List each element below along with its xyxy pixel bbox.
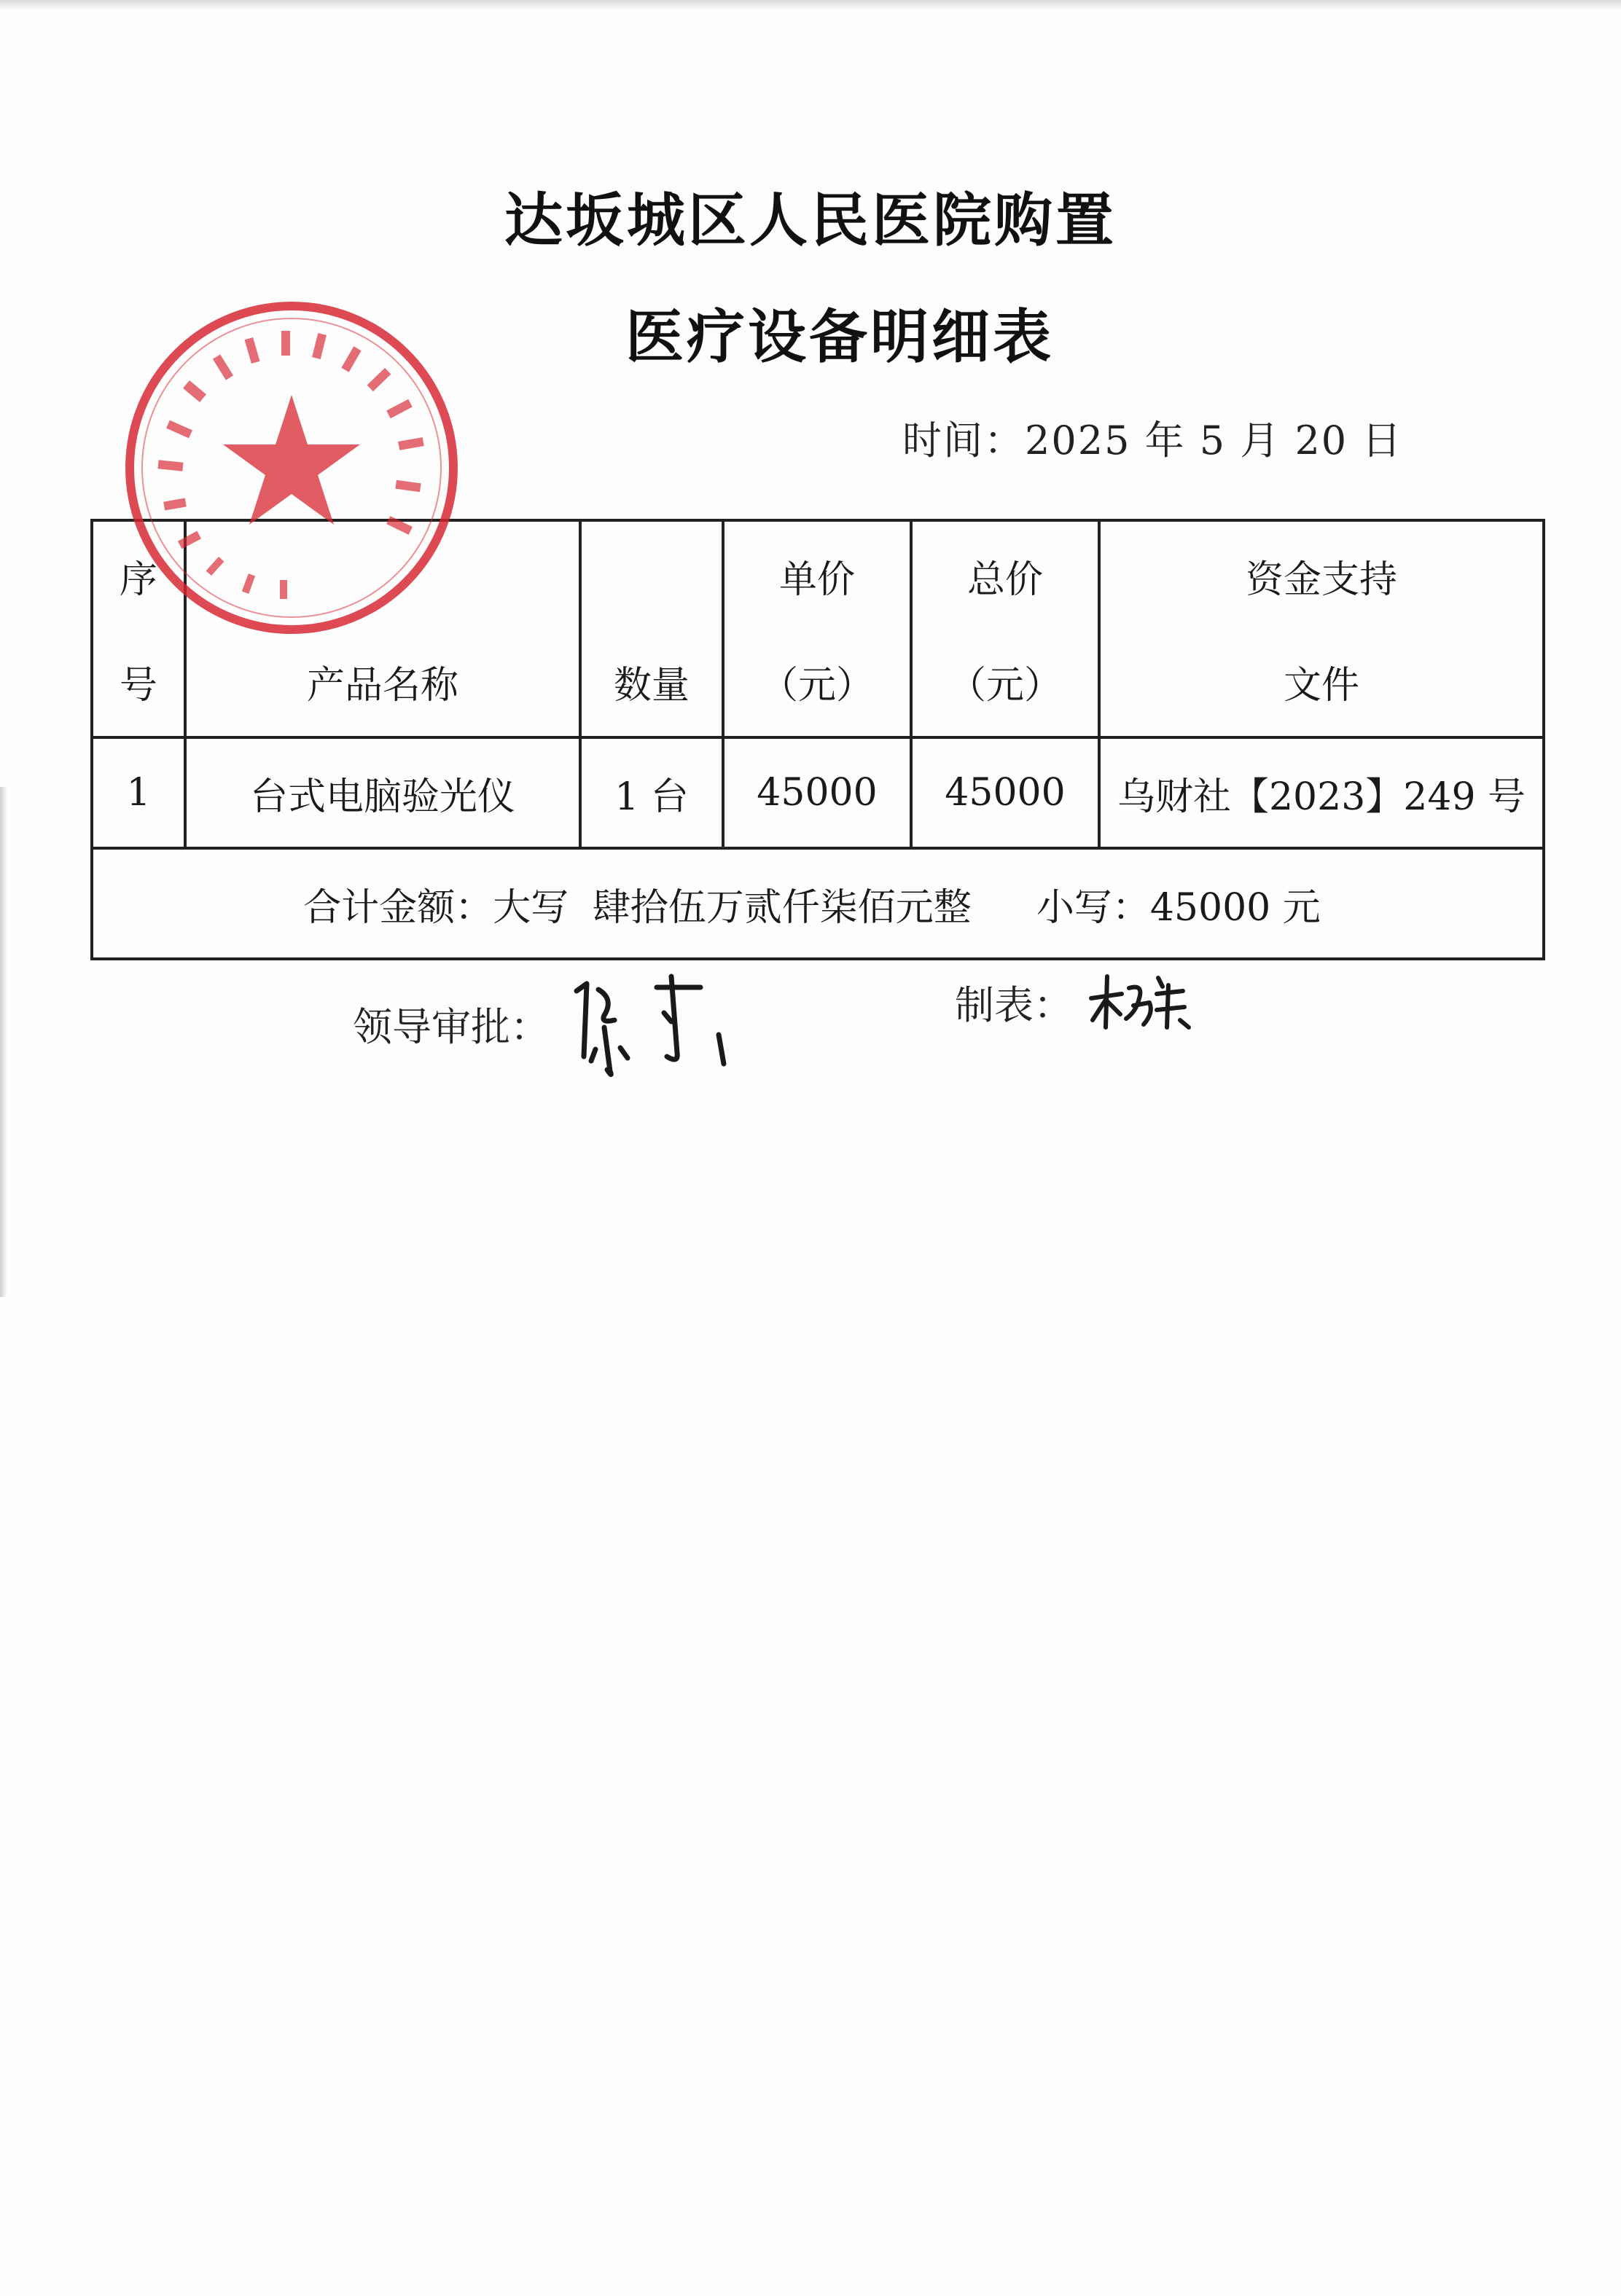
cell-quantity: 1 台 xyxy=(580,737,723,848)
summary-amount-small: 小写：45000 元 xyxy=(1036,885,1321,930)
maker-signature xyxy=(1085,969,1195,1035)
approval-signature xyxy=(562,969,751,1078)
summary-cell xyxy=(92,848,1544,959)
seal-star xyxy=(223,395,360,525)
header-quantity-label: 数量 xyxy=(613,664,690,708)
header-seq-bottom: 号 xyxy=(119,664,157,708)
cell-unit-price: 45000 xyxy=(723,737,911,848)
header-unit-price-top: 单价 xyxy=(778,558,855,602)
maker-signature-area xyxy=(955,969,1195,1035)
scan-edge-top xyxy=(0,0,1621,10)
header-product-name-label: 产品名称 xyxy=(306,664,458,708)
header-unit-price-bottom: （元） xyxy=(759,664,874,708)
summary-label: 合计金额：大写 xyxy=(303,885,569,930)
scan-edge-left xyxy=(0,787,7,1297)
table-row xyxy=(92,737,1544,848)
header-total-price xyxy=(911,520,1099,737)
document-date: 时间：2025 年 5 月 20 日 xyxy=(902,418,1403,463)
equipment-detail-table xyxy=(90,519,1545,960)
approval-label: 领导审批： xyxy=(353,1003,550,1050)
header-unit-price xyxy=(723,520,911,737)
cell-seq: 1 xyxy=(92,737,185,848)
header-total-price-top: 总价 xyxy=(966,558,1043,602)
cell-product-name: 台式电脑验光仪 xyxy=(185,737,580,848)
header-funding xyxy=(1099,520,1544,737)
header-funding-top: 资金支持 xyxy=(1245,558,1397,602)
header-seq xyxy=(92,520,185,737)
document-title-line1: 达坂城区人民医院购置 xyxy=(504,187,1117,254)
approval-signature-area xyxy=(353,969,751,1078)
document-title-line2: 医疗设备明细表 xyxy=(625,303,1054,371)
summary-amount-upper: 肆拾伍万贰仟柒佰元整 xyxy=(592,885,972,930)
header-quantity xyxy=(580,520,723,737)
table-header-row xyxy=(92,520,1544,737)
cell-funding-doc: 乌财社【2023】249 号 xyxy=(1099,737,1544,848)
header-seq-top: 序 xyxy=(119,558,157,602)
header-funding-bottom: 文件 xyxy=(1283,664,1359,708)
header-total-price-bottom: （元） xyxy=(948,664,1062,708)
maker-label: 制表： xyxy=(955,982,1073,1028)
cell-total-price: 45000 xyxy=(911,737,1099,848)
table-summary-row xyxy=(92,848,1544,959)
header-product-name xyxy=(185,520,580,737)
